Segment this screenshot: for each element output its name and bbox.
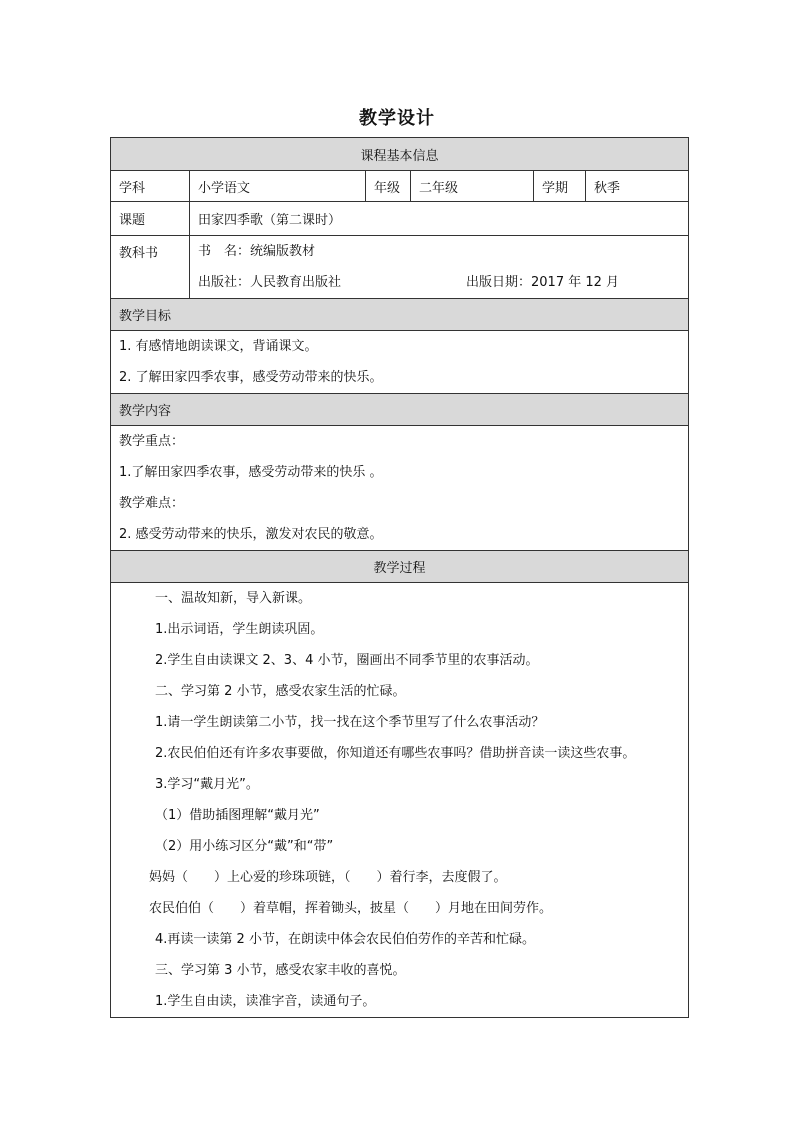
grade-label: 年级 <box>366 171 411 202</box>
process-line: 农民伯伯（ ）着草帽，挥着锄头，披星（ ）月地在田间劳作。 <box>149 901 553 916</box>
lesson-plan-table <box>110 137 689 1018</box>
topic-value: 田家四季歌（第二课时） <box>190 202 689 236</box>
content-line: 1.了解田家四季农事，感受劳动带来的快乐 。 <box>119 465 383 480</box>
process-line: 1.出示词语，学生朗读巩固。 <box>155 622 324 637</box>
textbook-info <box>190 236 689 299</box>
process-line: 一、温故知新，导入新课。 <box>155 591 312 606</box>
content-header: 教学内容 <box>111 394 689 426</box>
content-line: 2. 感受劳动带来的快乐，激发对农民的敬意。 <box>119 527 383 542</box>
process-line: 3.学习“戴月光”。 <box>155 777 259 792</box>
process-line: 1.学生自由读，读准字音，读通句子。 <box>155 994 376 1009</box>
basic-info-header: 课程基本信息 <box>111 138 689 171</box>
subject-value: 小学语文 <box>190 171 366 202</box>
process-line: 妈妈（ ）上心爱的珍珠项链，（ ）着行李，去度假了。 <box>149 870 507 885</box>
book-name: 书 名：统编版教材 <box>198 244 316 259</box>
process-line: （1）借助插图理解“戴月光” <box>155 808 320 823</box>
textbook-label: 教科书 <box>111 236 190 299</box>
process-line: 4.再读一读第 2 小节，在朗读中体会农民伯伯劳作的辛苦和忙碌。 <box>155 932 535 947</box>
objectives-header: 教学目标 <box>111 299 689 331</box>
publisher: 出版社：人民教育出版社 <box>198 275 342 290</box>
objective-item: 2. 了解田家四季农事，感受劳动带来的快乐。 <box>119 370 383 385</box>
topic-label: 课题 <box>111 202 190 236</box>
grade-value: 二年级 <box>411 171 534 202</box>
objective-item: 1. 有感情地朗读课文，背诵课文。 <box>119 339 318 354</box>
page-title: 教学设计 <box>359 108 435 129</box>
content-line: 教学重点： <box>119 434 185 449</box>
term-value: 秋季 <box>586 171 689 202</box>
process-line: 2.农民伯伯还有许多农事要做，你知道还有哪些农事吗？借助拼音读一读这些农事。 <box>155 746 636 761</box>
content-body <box>111 426 689 551</box>
term-label: 学期 <box>534 171 586 202</box>
publisher-row <box>198 267 680 298</box>
process-line: 2.学生自由读课文 2、3、4 小节，圈画出不同季节里的农事活动。 <box>155 653 539 668</box>
process-line: 三、学习第 3 小节，感受农家丰收的喜悦。 <box>155 963 406 978</box>
process-line: 1.请一学生朗读第二小节，找一找在这个季节里写了什么农事活动？ <box>155 715 545 730</box>
process-body <box>111 583 689 1018</box>
publish-date: 出版日期：2017 年 12 月 <box>466 275 620 290</box>
objectives-body <box>111 331 689 394</box>
process-line: （2）用小练习区分“戴”和“带” <box>155 839 334 854</box>
subject-label: 学科 <box>111 171 190 202</box>
process-header: 教学过程 <box>111 551 689 583</box>
content-line: 教学难点： <box>119 496 185 511</box>
process-line: 二、学习第 2 小节，感受农家生活的忙碌。 <box>155 684 406 699</box>
